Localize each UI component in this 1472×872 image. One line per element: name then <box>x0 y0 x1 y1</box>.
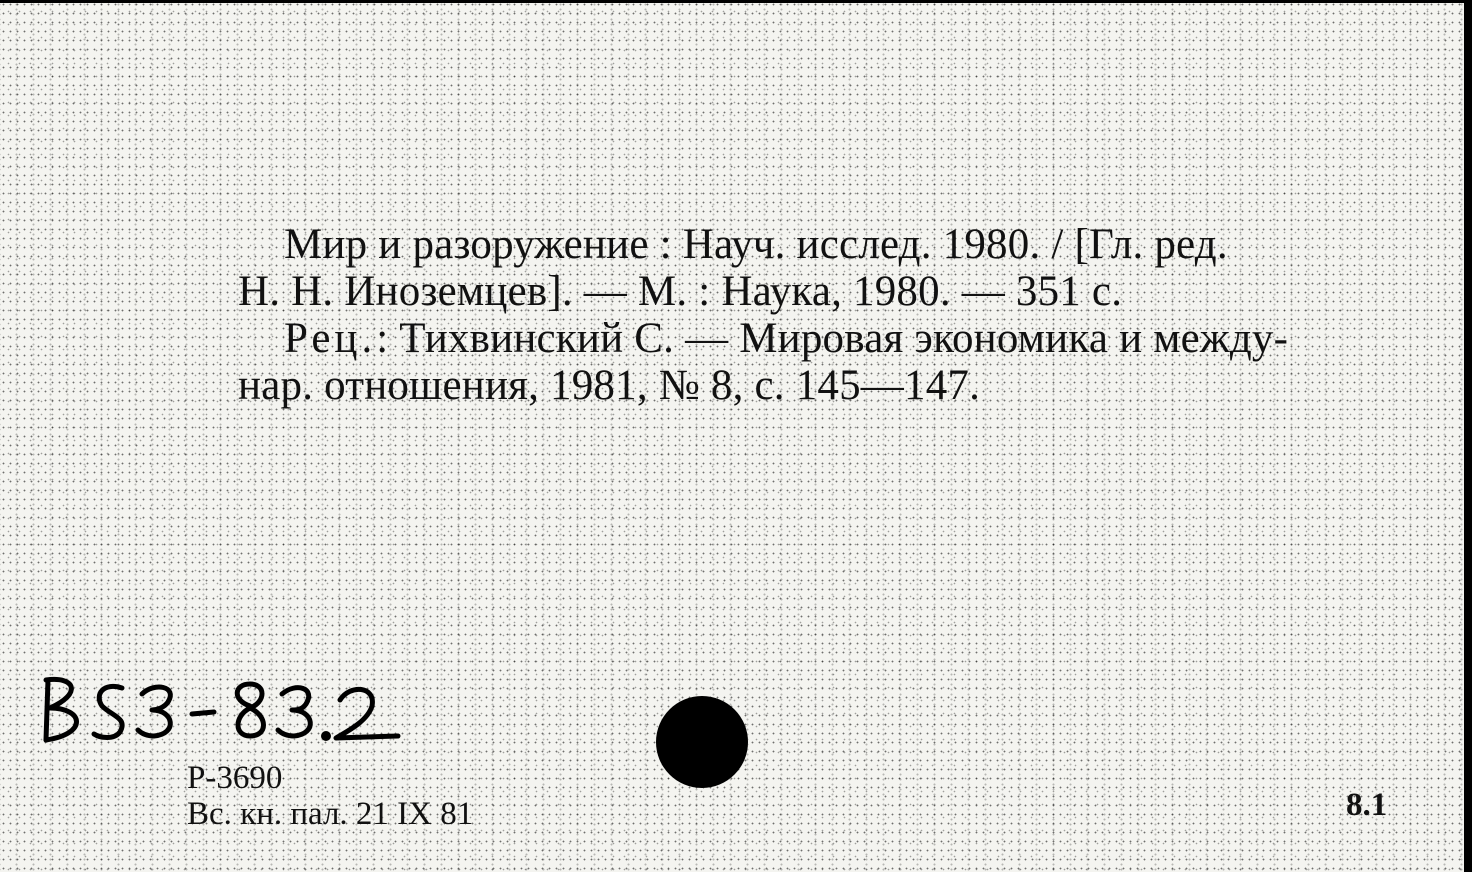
card-right-edge <box>1464 0 1472 872</box>
review-line-1 <box>238 315 1403 362</box>
review-line-1-text: : Тихвинский С. — Мировая экономика и между- <box>376 315 1289 362</box>
review-paragraph <box>238 315 1403 362</box>
review-label: Рец. <box>284 315 377 362</box>
review-line-2: нар. отношения, 1981, № 8, с. 145—147. <box>238 362 981 409</box>
card-top-edge <box>0 0 1472 3</box>
entry-paragraph <box>238 221 1403 268</box>
acquisition-note: Вс. кн. пал. 21 IX 81 <box>187 796 474 832</box>
bibliographic-record <box>238 221 1403 409</box>
punch-hole <box>656 696 748 788</box>
handwritten-shelfmark <box>36 664 406 754</box>
inventory-code: Р-3690 <box>187 760 283 796</box>
card-footer <box>187 760 473 832</box>
card-number: 8.1 <box>1346 787 1388 823</box>
entry-line-2: Н. Н. Иноземцев]. — М. : Наука, 1980. — 351 с. <box>238 268 1123 315</box>
entry-line-1: Мир и разоружение : Науч. исслед. 1980. / [Гл. ред. <box>284 221 1228 268</box>
